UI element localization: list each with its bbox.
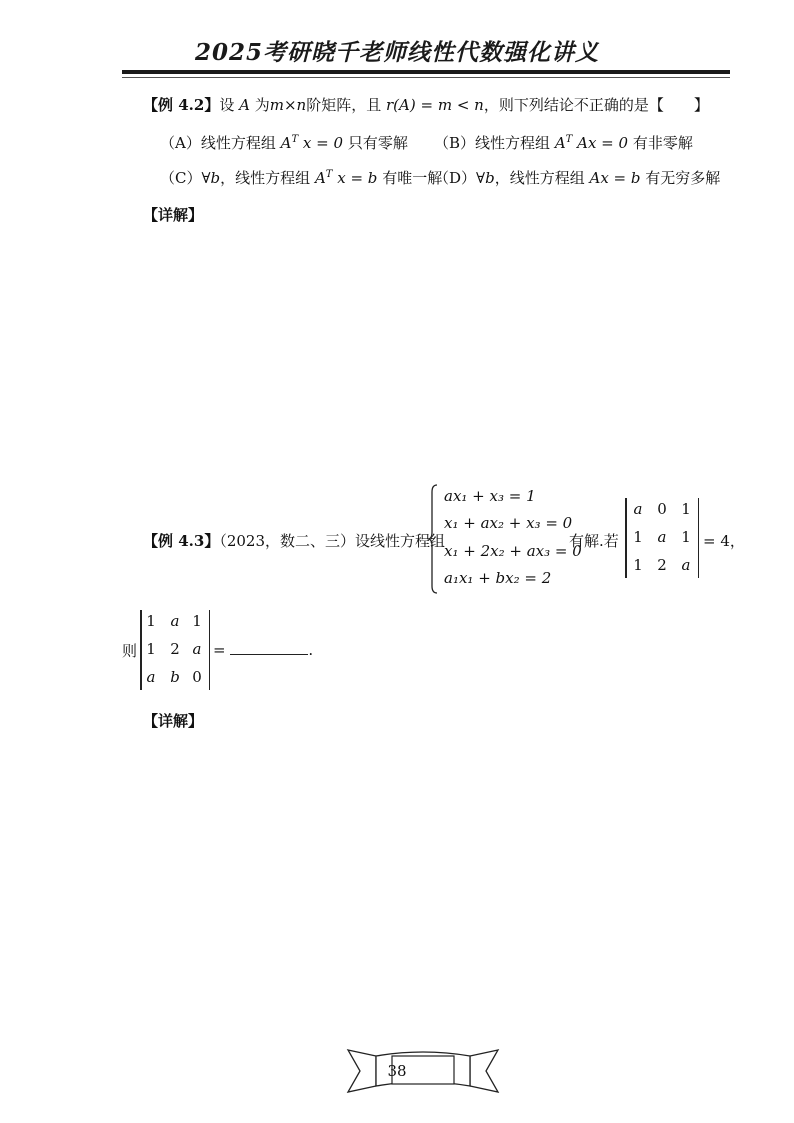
det1-right-bar xyxy=(698,498,700,578)
ex43-has-solution: 有解.若 xyxy=(569,532,619,550)
system-eq-1: ax₁ + x₃ = 1 xyxy=(444,487,536,505)
det1-cell: a xyxy=(681,556,691,574)
ex43-detail-heading: 【详解】 xyxy=(143,712,204,730)
ex43-tag: 【例 4.3】 xyxy=(143,532,220,550)
det1-cell: 1 xyxy=(681,528,691,546)
det2-cell: a xyxy=(192,640,202,658)
page-number: 38 xyxy=(387,1062,407,1080)
page-header-title: 2025考研晓千老师线性代数强化讲义 xyxy=(194,39,599,66)
header-rule xyxy=(122,70,730,74)
det2-cell: 1 xyxy=(146,612,156,630)
det2-cell: b xyxy=(170,668,180,686)
det1-cell: 1 xyxy=(681,500,691,518)
det1-cell: 1 xyxy=(633,556,643,574)
system-eq-3: x₁ + 2x₂ + ax₃ = 0 xyxy=(444,542,582,560)
det2-cell: 1 xyxy=(146,640,156,658)
ex43-then: 则 xyxy=(122,642,138,660)
system-brace xyxy=(428,484,438,594)
header-rule-thin xyxy=(122,77,730,78)
ex43-det1-value: = 4， xyxy=(703,532,745,550)
system-eq-4: a₁x₁ + bx₂ = 2 xyxy=(444,569,552,587)
ex42-option-a: （A）线性方程组 $A^T$ x = 0 只有零解 xyxy=(160,134,408,152)
answer-blank[interactable] xyxy=(230,640,308,655)
det1-cell: 1 xyxy=(633,528,643,546)
det1-cell: a xyxy=(633,500,643,518)
ex42-option-c: （C）∀b，线性方程组 $A^T$ x = b 有唯一解 xyxy=(160,169,443,187)
det1-cell: a xyxy=(657,528,667,546)
det2-cell: a xyxy=(170,612,180,630)
det1-cell: 0 xyxy=(657,500,667,518)
ex42-stem: 【例 4.2】设 A 为m×n阶矩阵，且 r(A) = m < n，则下列结论不正确的是【 】 xyxy=(143,96,709,114)
determinant-2 xyxy=(140,610,210,690)
ex42-tag: 【例 4.2】 xyxy=(143,96,220,114)
ex42-option-d: （D）∀b，线性方程组 Ax = b 有无穷多解 xyxy=(434,169,721,187)
det2-cell: a xyxy=(146,668,156,686)
ex42-option-b: （B）线性方程组 $A^T$ Ax = 0 有非零解 xyxy=(434,134,693,152)
det1-cell: 2 xyxy=(657,556,667,574)
ex43-answer-line: = . xyxy=(213,641,314,659)
det2-cell: 1 xyxy=(192,612,202,630)
ex42-detail-heading: 【详解】 xyxy=(143,206,204,224)
det2-cell: 2 xyxy=(170,640,180,658)
det2-right-bar xyxy=(209,610,211,690)
system-eq-2: x₁ + ax₂ + x₃ = 0 xyxy=(444,514,573,532)
determinant-1 xyxy=(625,498,699,578)
ex43-stem: 【例 4.3】（2023，数二、三）设线性方程组 xyxy=(143,532,446,550)
det2-cell: 0 xyxy=(192,668,202,686)
